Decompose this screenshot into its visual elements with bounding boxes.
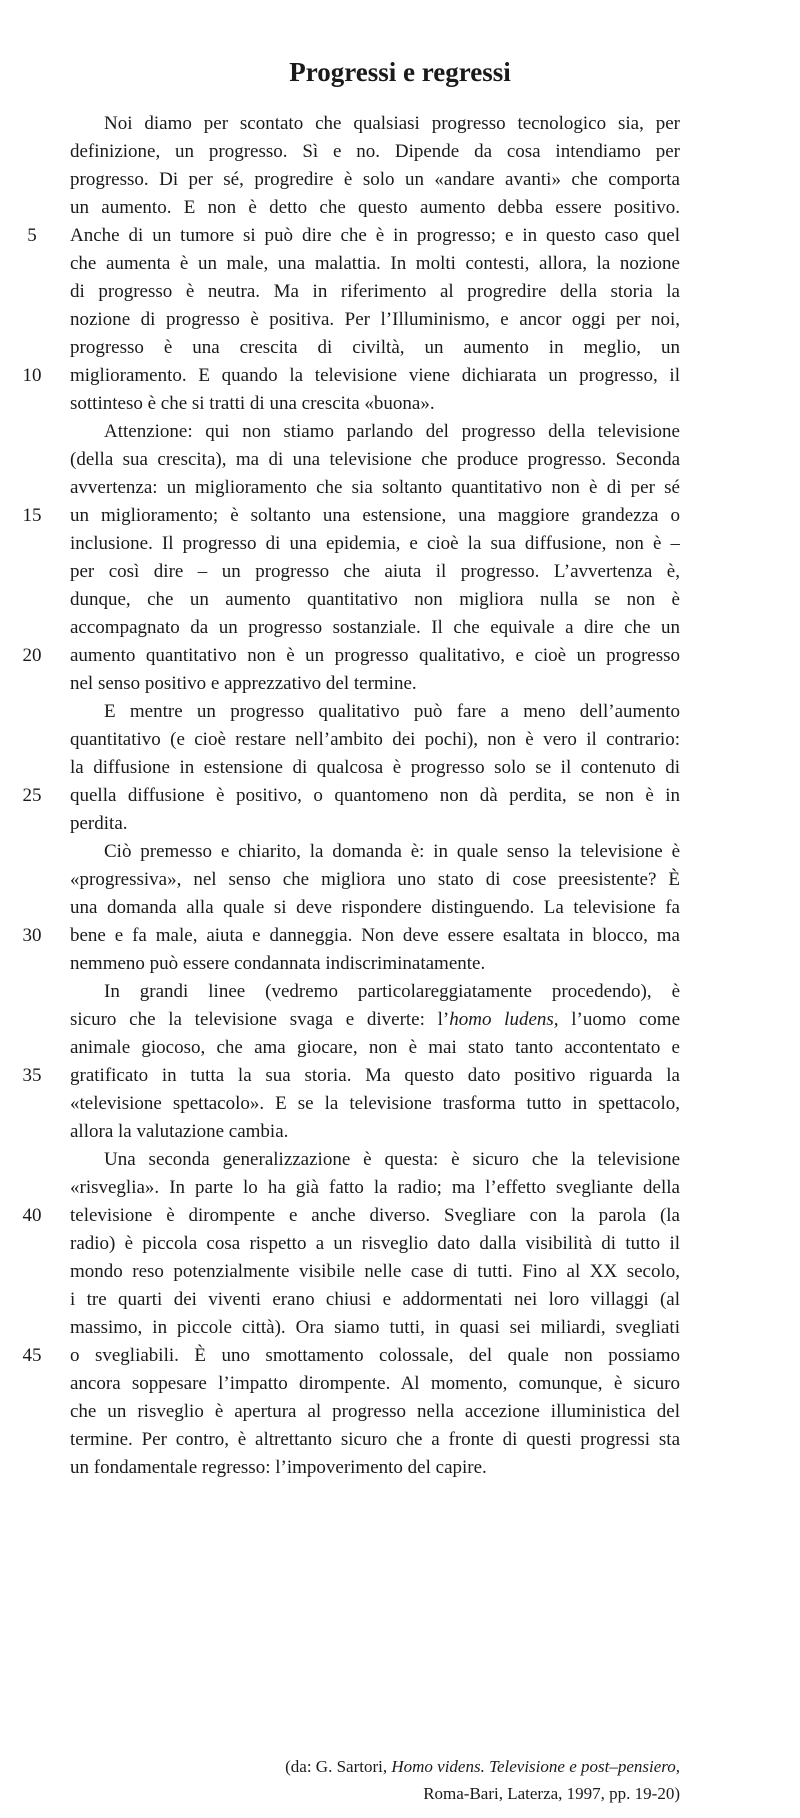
- line-number: 20: [22, 645, 42, 666]
- text-span: sicuro che la televisione svaga e diverte: l’: [70, 1009, 450, 1030]
- line-number: 40: [22, 1205, 42, 1226]
- text-line: Anche di un tumore si può dire che è in progresso; e in questo caso quel: [70, 225, 680, 246]
- line-number: 15: [22, 505, 42, 526]
- text-line: televisione è dirompente e anche diverso. Svegliare con la parola (la: [70, 1205, 680, 1226]
- text-line: che aumenta è un male, una malattia. In molti contesti, allora, la nozione: [70, 253, 680, 274]
- text-line: mondo reso potenzialmente visibile nelle case di tutti. Fino al XX secolo,: [70, 1261, 680, 1282]
- text-line: definizione, un progresso. Sì e no. Dipende da cosa intendiamo per: [70, 141, 680, 162]
- text-line: «televisione spettacolo». E se la televisione trasforma tutto in spettacolo,: [70, 1093, 680, 1114]
- text-line: «progressiva», nel senso che migliora uno stato di cose preesistente? È: [70, 869, 680, 890]
- text-line: progresso. Di per sé, progredire è solo un «andare avanti» che comporta: [70, 169, 680, 190]
- text-line: i tre quarti dei viventi erano chiusi e addormentati nei loro villaggi (al: [70, 1289, 680, 1310]
- text-span: l’uomo come: [558, 1009, 680, 1030]
- line-number: 5: [27, 225, 37, 246]
- text-line: aumento quantitativo non è un progresso qualitativo, e cioè un progresso: [70, 645, 680, 666]
- text-line: In grandi linee (vedremo particolareggiatamente procedendo), è: [104, 981, 680, 1002]
- citation-work-title: Homo videns. Televisione e post–pensiero: [391, 1757, 676, 1776]
- line-number: 10: [22, 365, 42, 386]
- text-line: ancora soppesare l’impatto dirompente. Al momento, comunque, è sicuro: [70, 1373, 680, 1394]
- citation-suffix: ,: [675, 1757, 680, 1776]
- text-line: (della sua crescita), ma di una televisione che produce progresso. Seconda: [70, 449, 680, 470]
- text-line: sottinteso è che si tratti di una crescita «buona».: [70, 393, 435, 414]
- line-number: 35: [22, 1065, 42, 1086]
- page-title: Progressi e regressi: [289, 57, 511, 88]
- text-line: dunque, che un aumento quantitativo non migliora nulla se non è: [70, 589, 680, 610]
- text-line: gratificato in tutta la sua storia. Ma questo dato positivo riguarda la: [70, 1065, 680, 1086]
- source-citation-line-1: [285, 1754, 680, 1780]
- line-number: 30: [22, 925, 42, 946]
- text-line: perdita.: [70, 813, 128, 834]
- text-line: inclusione. Il progresso di una epidemia, e cioè la sua diffusione, non è –: [70, 533, 680, 554]
- text-line: animale giocoso, che ama giocare, non è mai stato tanto accontentato e: [70, 1037, 680, 1058]
- text-line: avvertenza: un miglioramento che sia soltanto quantitativo non è di per sé: [70, 477, 680, 498]
- text-line: per così dire – un progresso che aiuta il progresso. L’avvertenza è,: [70, 561, 680, 582]
- citation-prefix: (da: G. Sartori,: [285, 1757, 392, 1776]
- source-citation-line-2: Roma-Bari, Laterza, 1997, pp. 19-20): [423, 1784, 680, 1803]
- line-number: 45: [22, 1345, 42, 1366]
- text-line: di progresso è neutra. Ma in riferimento al progredire della storia la: [70, 281, 680, 302]
- text-line: quantitativo (e cioè restare nell’ambito dei pochi), non è vero il contrario:: [70, 729, 680, 750]
- text-line: Noi diamo per scontato che qualsiasi progresso tecnologico sia, per: [104, 113, 680, 134]
- text-line: un fondamentale regresso: l’impoverimento del capire.: [70, 1457, 487, 1478]
- text-line: radio) è piccola cosa rispetto a un risveglio dato dalla visibilità di tutto il: [70, 1233, 680, 1254]
- text-line: un miglioramento; è soltanto una estensione, una maggiore grandezza o: [70, 505, 680, 526]
- text-line: Una seconda generalizzazione è questa: è sicuro che la televisione: [104, 1149, 680, 1170]
- text-line: una domanda alla quale si deve rispondere distinguendo. La televisione fa: [70, 897, 680, 918]
- text-line: Ciò premesso e chiarito, la domanda è: in quale senso la televisione è: [104, 841, 680, 862]
- text-line: nozione di progresso è positiva. Per l’Illuminismo, e ancor oggi per noi,: [70, 309, 680, 330]
- text-line: nemmeno può essere condannata indiscriminatamente.: [70, 953, 486, 974]
- text-line: Attenzione: qui non stiamo parlando del progresso della televisione: [104, 421, 680, 442]
- text-line: che un risveglio è apertura al progresso nella accezione illuministica del: [70, 1401, 680, 1422]
- text-line: la diffusione in estensione di qualcosa è progresso solo se il contenuto di: [70, 757, 680, 778]
- text-line: «risveglia». In parte lo ha già fatto la radio; ma l’effetto svegliante della: [70, 1177, 680, 1198]
- text-line: un aumento. E non è detto che questo aumento debba essere positivo.: [70, 197, 680, 218]
- line-number: 25: [22, 785, 42, 806]
- text-line: progresso è una crescita di civiltà, un aumento in meglio, un: [70, 337, 680, 358]
- text-line: bene e fa male, aiuta e danneggia. Non deve essere esaltata in blocco, ma: [70, 925, 680, 946]
- text-line: termine. Per contro, è altrettanto sicuro che a fronte di questi progressi sta: [70, 1429, 680, 1450]
- italic-span: homo ludens,: [449, 1009, 559, 1030]
- text-line: allora la valutazione cambia.: [70, 1121, 289, 1142]
- text-line: massimo, in piccole città). Ora siamo tutti, in quasi sei miliardi, svegliati: [70, 1317, 680, 1338]
- text-line: nel senso positivo e apprezzativo del termine.: [70, 673, 417, 694]
- text-line: [70, 1006, 680, 1034]
- text-line: o svegliabili. È uno smottamento colossale, del quale non possiamo: [70, 1345, 680, 1366]
- text-line: E mentre un progresso qualitativo può fare a meno dell’aumento: [104, 701, 680, 722]
- text-line: accompagnato da un progresso sostanziale. Il che equivale a dire che un: [70, 617, 680, 638]
- text-line: quella diffusione è positivo, o quantomeno non dà perdita, se non è in: [70, 785, 680, 806]
- text-line: miglioramento. E quando la televisione viene dichiarata un progresso, il: [70, 365, 680, 386]
